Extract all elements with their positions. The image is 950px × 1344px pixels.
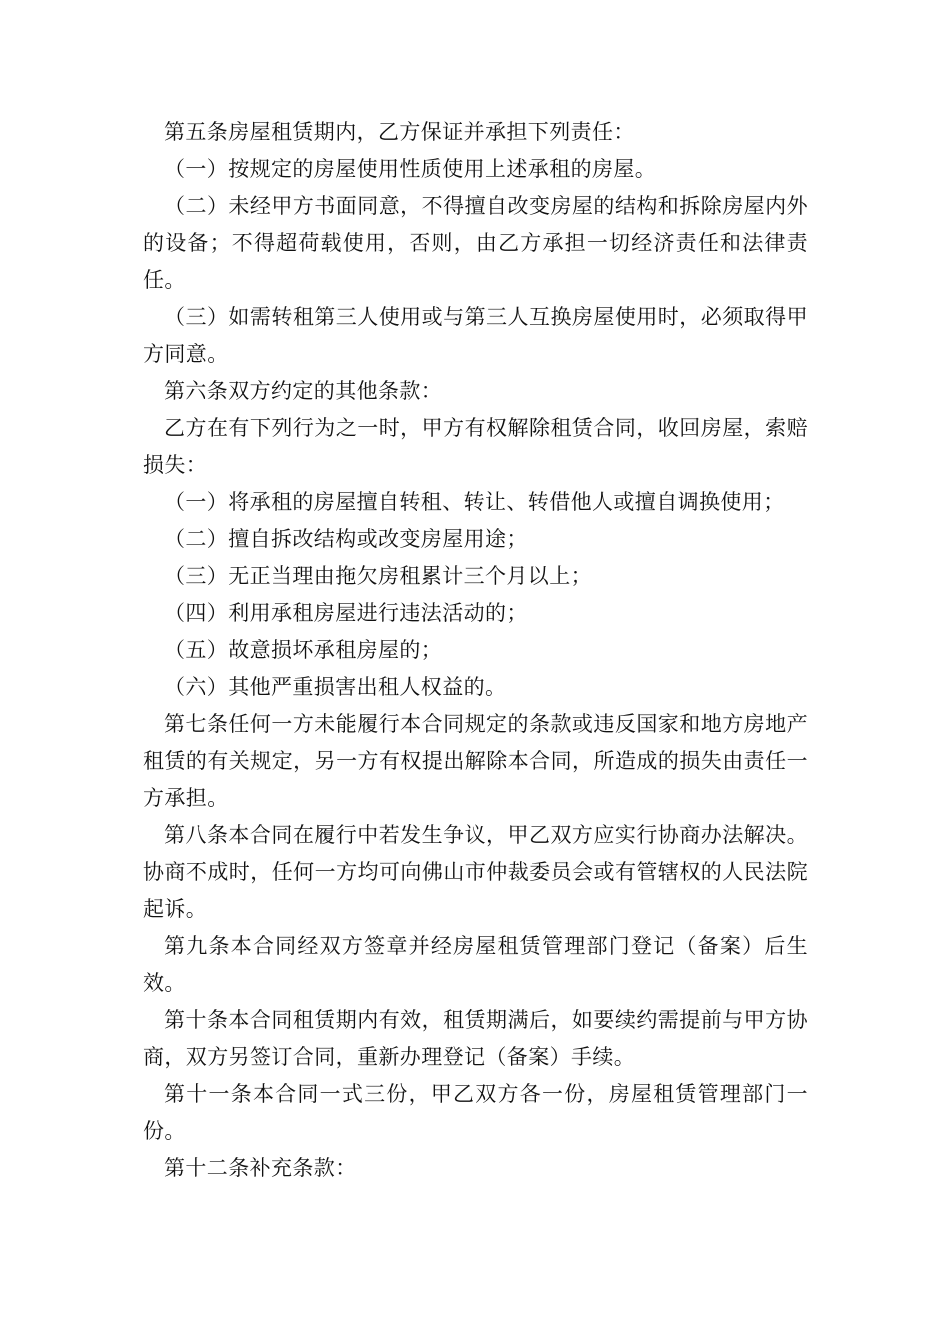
clause-6-item-3: （三）无正当理由拖欠房租累计三个月以上； (164, 564, 592, 588)
clause-6-item-1: （一）将承租的房屋擅自转租、转让、转借他人或擅自调换使用； (164, 490, 785, 514)
clause-6-intro: 乙方在有下列行为之一时，甲方有权解除租赁合同，收回房屋，索赔损失： (143, 416, 808, 477)
clause-8: 第八条本合同在履行中若发生争议，甲乙双方应实行协商办法解决。协商不成时，任何一方均可向佛山市仲裁委员会或有管辖权的人民法院起诉。 (143, 823, 808, 921)
clause-6-item-5: （五）故意损坏承租房屋的； (164, 638, 443, 662)
clause-5-heading: 第五条房屋租赁期内，乙方保证并承担下列责任： (164, 120, 635, 144)
clause-5-item-2: （二）未经甲方书面同意，不得擅自改变房屋的结构和拆除房屋内外的设备；不得超荷载使用，否则，由乙方承担一切经济责任和法律责任。 (143, 194, 808, 292)
clause-6-heading: 第六条双方约定的其他条款： (164, 379, 443, 403)
clause-7: 第七条任何一方未能履行本合同规定的条款或违反国家和地方房地产租赁的有关规定，另一方有权提出解除本合同，所造成的损失由责任一方承担。 (143, 712, 808, 810)
clause-6-item-2: （二）擅自拆改结构或改变房屋用途； (164, 527, 528, 551)
clause-11: 第十一条本合同一式三份，甲乙双方各一份，房屋租赁管理部门一份。 (143, 1082, 808, 1143)
clause-6-item-4: （四）利用承租房屋进行违法活动的； (164, 601, 528, 625)
clause-5-item-1: （一）按规定的房屋使用性质使用上述承租的房屋。 (164, 157, 657, 181)
clause-6-item-6: （六）其他严重损害出租人权益的。 (164, 675, 507, 699)
clause-12-heading: 第十二条补充条款： (164, 1156, 357, 1180)
clause-5-item-3: （三）如需转租第三人使用或与第三人互换房屋使用时，必须取得甲方同意。 (143, 305, 808, 366)
document-body (143, 114, 808, 1187)
clause-9: 第九条本合同经双方签章并经房屋租赁管理部门登记（备案）后生效。 (143, 934, 808, 995)
clause-10: 第十条本合同租赁期内有效，租赁期满后，如要续约需提前与甲方协商，双方另签订合同，重新办理登记（备案）手续。 (143, 1008, 808, 1069)
